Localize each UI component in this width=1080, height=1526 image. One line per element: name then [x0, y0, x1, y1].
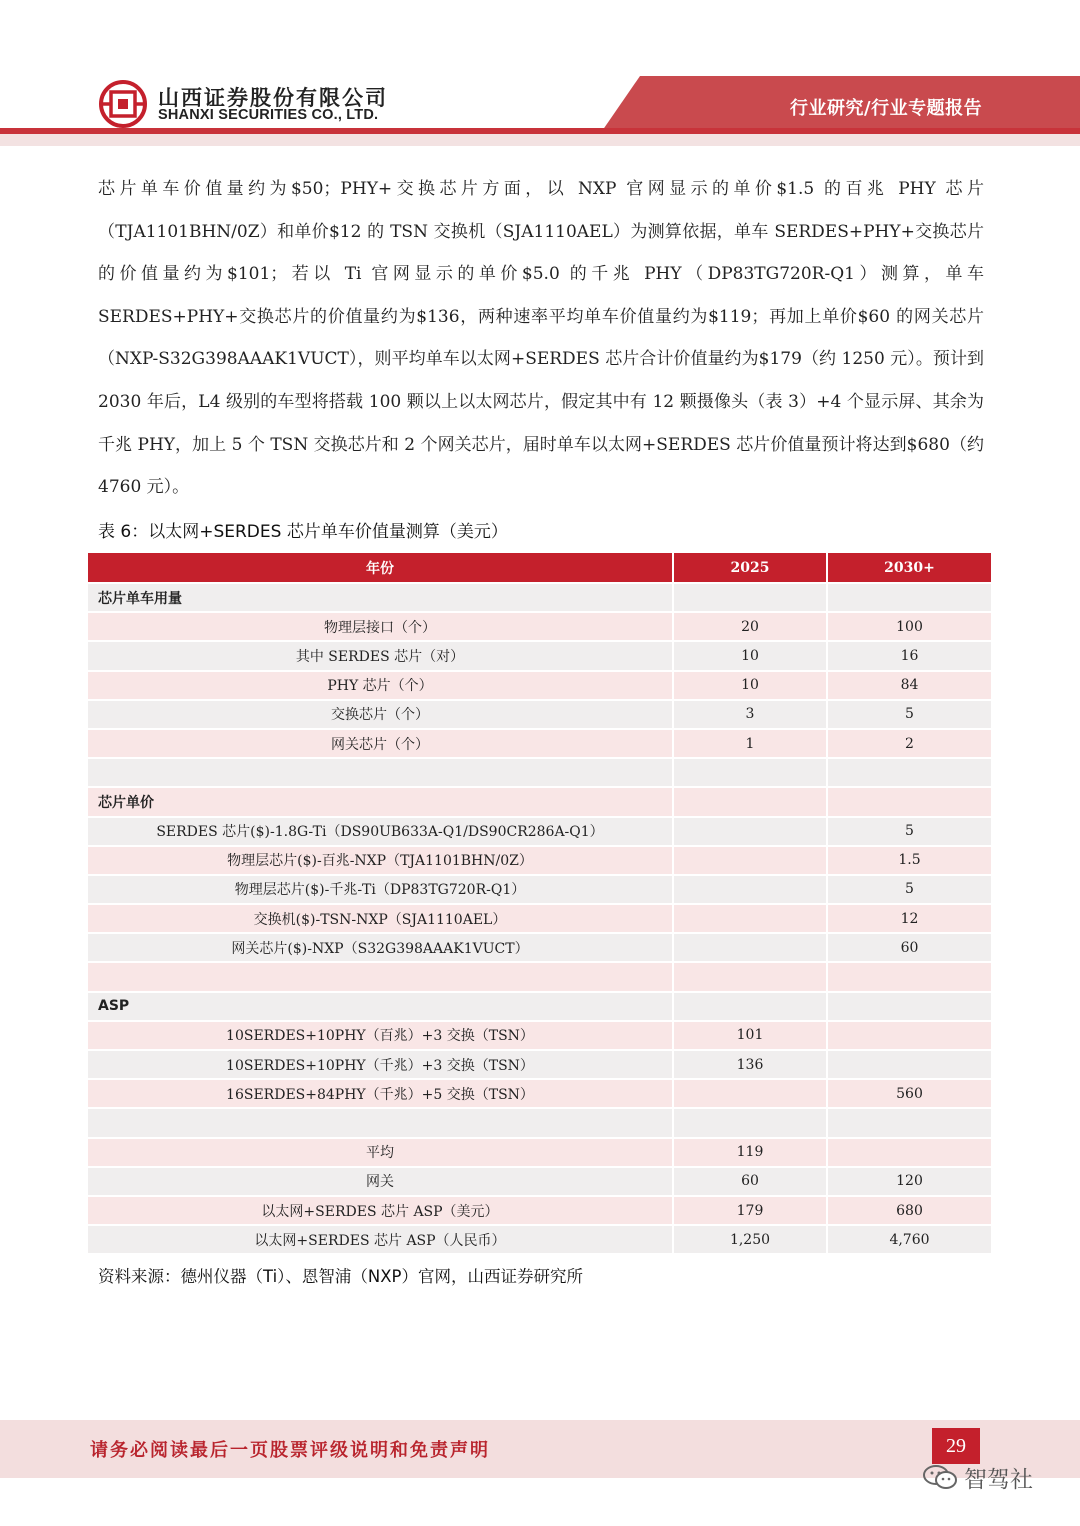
table-row [88, 1079, 991, 1108]
value-2025 [673, 787, 827, 816]
row-label: 交换机($)-TSN-NXP（SJA1110AEL） [88, 904, 673, 933]
table-source: 资料来源：德州仪器（Ti）、恩智浦（NXP）官网，山西证券研究所 [98, 1267, 584, 1286]
value-2030: 5 [827, 875, 991, 904]
value-2025 [673, 962, 827, 991]
value-2030: 560 [827, 1079, 991, 1108]
value-2025 [673, 904, 827, 933]
table-row [88, 729, 991, 758]
table-row [88, 933, 991, 962]
row-label [88, 962, 673, 991]
table-row [88, 875, 991, 904]
value-2025: 136 [673, 1050, 827, 1079]
row-label: 以太网+SERDES 芯片 ASP（人民币） [88, 1225, 673, 1253]
value-2025 [673, 817, 827, 846]
row-label: 其中 SERDES 芯片（对） [88, 641, 673, 670]
row-label: 网关芯片（个） [88, 729, 673, 758]
row-label [88, 1108, 673, 1137]
value-2025: 10 [673, 671, 827, 700]
table-row [88, 1021, 991, 1050]
table-header-row [88, 553, 991, 583]
value-2030 [827, 758, 991, 787]
value-2030: 1.5 [827, 846, 991, 875]
row-label: 芯片单车用量 [88, 583, 673, 612]
row-label: PHY 芯片（个） [88, 671, 673, 700]
row-label: SERDES 芯片($)-1.8G-Ti（DS90UB633A-Q1/DS90CR286A-Q1） [88, 817, 673, 846]
value-2030: 5 [827, 817, 991, 846]
wechat-icon [922, 1464, 958, 1490]
value-2025: 119 [673, 1138, 827, 1167]
table-row [88, 1167, 991, 1196]
row-label: ASP [88, 992, 673, 1021]
table-title: 表 6：以太网+SERDES 芯片单车价值量测算（美元） [98, 522, 508, 542]
value-2030 [827, 1050, 991, 1079]
value-2025 [673, 875, 827, 904]
value-2030 [827, 1138, 991, 1167]
table-row [88, 583, 991, 612]
table-row [88, 904, 991, 933]
table-row [88, 641, 991, 670]
value-2030 [827, 787, 991, 816]
value-2030 [827, 1108, 991, 1137]
table-row [88, 787, 991, 816]
value-2030: 100 [827, 612, 991, 641]
table-row [88, 612, 991, 641]
value-2030 [827, 992, 991, 1021]
value-2025: 101 [673, 1021, 827, 1050]
row-label: 物理层芯片($)-百兆-NXP（TJA1101BHN/0Z） [88, 846, 673, 875]
row-label [88, 758, 673, 787]
row-label: 网关芯片($)-NXP（S32G398AAAK1VUCT） [88, 933, 673, 962]
page-header [0, 0, 1080, 150]
value-2030: 16 [827, 641, 991, 670]
value-2025: 179 [673, 1196, 827, 1225]
value-2025 [673, 846, 827, 875]
table-row [88, 962, 991, 991]
value-2030 [827, 1021, 991, 1050]
value-2030: 60 [827, 933, 991, 962]
value-2030 [827, 962, 991, 991]
value-2030: 680 [827, 1196, 991, 1225]
value-2025 [673, 583, 827, 612]
company-logo-icon [99, 80, 147, 128]
row-label: 以太网+SERDES 芯片 ASP（美元） [88, 1196, 673, 1225]
table-row [88, 1196, 991, 1225]
header-divider-light [0, 134, 1080, 146]
value-2025 [673, 1108, 827, 1137]
table-row [88, 846, 991, 875]
company-name-en: SHANXI SECURITIES CO., LTD. [158, 107, 379, 123]
table-row [88, 817, 991, 846]
table-body [88, 583, 991, 1253]
value-estimate-table [88, 553, 991, 1253]
row-label: 物理层芯片($)-千兆-Ti（DP83TG720R-Q1） [88, 875, 673, 904]
row-label: 网关 [88, 1167, 673, 1196]
table-row [88, 992, 991, 1021]
value-2030: 12 [827, 904, 991, 933]
value-2030: 2 [827, 729, 991, 758]
row-label: 16SERDES+84PHY（千兆）+5 交换（TSN） [88, 1079, 673, 1108]
body-paragraph: 芯片单车价值量约为$50；PHY+交换芯片方面，以 NXP 官网显示的单价$1.5 的百兆 PHY 芯片（TJA1101BHN/0Z）和单价$12 的 TSN 交换机（SJA1110AEL）为测算依据，单车 SERDES+PHY+交换芯片的价值量约为$101；若以 Ti 官网显示的单价$5.0 的千兆 PHY（DP83TG720R-Q1）测算，单车 SERDES+PHY+交换芯片的价值量约为$136，两种速率平均单车价值量约为$119；再加上单价$60 的网关芯片（NXP-S32G398AAAK1VUCT），则平均单车以太网+SERDES 芯片合计价值量约为$179（约 1250 元）。预计到 2030 年后，L4 级别的车型将搭载 100 颗以上以太网芯片，假定其中有 12 颗摄像头（表 3）+4 个显示屏、其余为千兆 PHY，加上 5 个 TSN 交换芯片和 2 个网关芯片，届时单车以太网+SERDES 芯片价值量预计将达到$680（约 4760 元）。 [98, 179, 984, 498]
value-2025: 20 [673, 612, 827, 641]
header-2025: 2025 [673, 553, 827, 583]
row-label: 交换芯片（个） [88, 700, 673, 729]
value-2025: 1,250 [673, 1225, 827, 1253]
report-section-label: 行业研究/行业专题报告 [790, 98, 983, 119]
value-2030: 84 [827, 671, 991, 700]
table-row [88, 1225, 991, 1253]
header-year: 年份 [88, 553, 673, 583]
table-row [88, 758, 991, 787]
value-2030: 4,760 [827, 1225, 991, 1253]
header-2030: 2030+ [827, 553, 991, 583]
table-row [88, 1138, 991, 1167]
row-label: 芯片单价 [88, 787, 673, 816]
watermark-text: 智驾社 [964, 1467, 1033, 1493]
value-2025 [673, 933, 827, 962]
row-label: 10SERDES+10PHY（百兆）+3 交换（TSN） [88, 1021, 673, 1050]
table-row [88, 1108, 991, 1137]
table-row [88, 1050, 991, 1079]
table-row [88, 671, 991, 700]
value-2025 [673, 1079, 827, 1108]
company-name-cn: 山西证券股份有限公司 [158, 86, 388, 110]
value-2025 [673, 758, 827, 787]
row-label: 物理层接口（个） [88, 612, 673, 641]
value-2025 [673, 992, 827, 1021]
value-2030 [827, 583, 991, 612]
table-row [88, 700, 991, 729]
value-2025: 60 [673, 1167, 827, 1196]
value-2025: 3 [673, 700, 827, 729]
value-2030: 5 [827, 700, 991, 729]
row-label: 10SERDES+10PHY（千兆）+3 交换（TSN） [88, 1050, 673, 1079]
row-label: 平均 [88, 1138, 673, 1167]
page-number: 29 [932, 1428, 980, 1464]
disclaimer-notice: 请务必阅读最后一页股票评级说明和免责声明 [90, 1440, 490, 1461]
value-2025: 10 [673, 641, 827, 670]
value-2030: 120 [827, 1167, 991, 1196]
value-2025: 1 [673, 729, 827, 758]
